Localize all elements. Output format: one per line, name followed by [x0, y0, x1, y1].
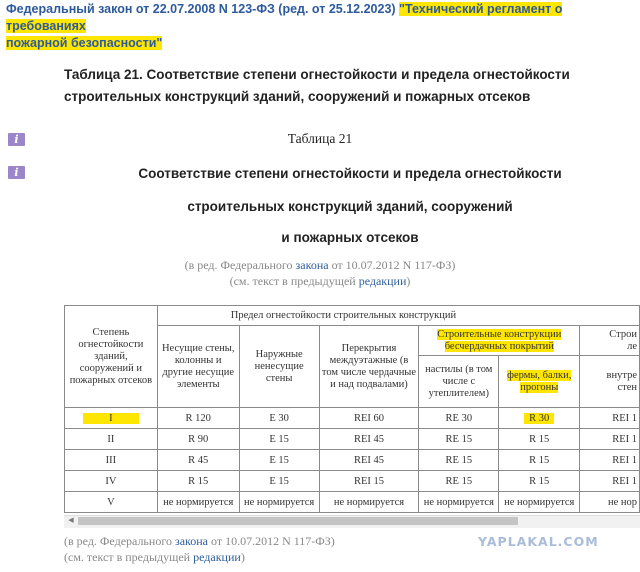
scroll-left-arrow-icon[interactable]: ◀ [68, 517, 74, 524]
table-cell: не нормируется [239, 492, 319, 513]
table-cell: RE 15 [419, 429, 499, 450]
table-cell: REI 45 [319, 450, 419, 471]
info-icon[interactable]: i [8, 166, 25, 179]
law-link[interactable]: закона [174, 534, 208, 548]
header-fire-resistance-degree: Степень огнестойкости зданий, сооружений и пожарных отсеков [65, 306, 158, 408]
table-cell: R 30 [499, 408, 580, 429]
table-cell: E 15 [239, 450, 319, 471]
table-cell: R 15 [157, 471, 239, 492]
doc-title-line3: и пожарных отсеков [281, 230, 419, 245]
table-cell: R 45 [157, 450, 239, 471]
doc-title-line2: строительных конструкций зданий, сооружений [187, 199, 513, 214]
header-floors: Перекрытия междуэтажные (в том числе чердачные и над подвалами) [319, 326, 419, 408]
header-col6-top: Строи ле [580, 326, 640, 356]
table-row [65, 450, 640, 471]
table-cell: не нормируется [419, 492, 499, 513]
info-icon[interactable]: i [8, 133, 25, 146]
law-title-highlighted-2: пожарной безопасности" [6, 36, 163, 50]
header-decking: настилы (в том числе с утеплителем) [419, 356, 499, 408]
table-cell: RE 15 [419, 471, 499, 492]
law-link[interactable]: закона [295, 258, 329, 272]
cell-degree: IV [65, 471, 158, 492]
table-row [65, 429, 640, 450]
table-cell: не нор [580, 492, 640, 513]
table-row [65, 408, 640, 429]
table-cell: REI 1 [580, 408, 640, 429]
revision-link[interactable]: редакции [193, 550, 241, 564]
table-cell: E 15 [239, 471, 319, 492]
section-heading-line2: строительных конструкций зданий, сооружений и пожарных отсеков [64, 89, 531, 104]
table-row [65, 471, 640, 492]
table-cell: REI 1 [580, 450, 640, 471]
section-heading-line1: Таблица 21. Соответствие степени огнестойкости и предела огнестойкости [64, 67, 570, 82]
table-cell: REI 1 [580, 429, 640, 450]
cell-degree: V [65, 492, 158, 513]
table-cell: E 15 [239, 429, 319, 450]
header-trusses: фермы, балки, прогоны [499, 356, 580, 408]
law-title-highlighted: "Технический регламент о требованиях [6, 2, 563, 33]
table-cell: RE 30 [419, 408, 499, 429]
table-cell: REI 60 [319, 408, 419, 429]
header-external-walls: Наружные ненесущие стены [239, 326, 319, 408]
table-cell: R 15 [499, 429, 580, 450]
table-cell: R 15 [499, 450, 580, 471]
header-roof-structures: Строительные конструкции бесчердачных покрытий [419, 326, 580, 356]
law-title [6, 1, 566, 52]
header-bearing-walls: Несущие стены, колонны и другие несущие элементы [157, 326, 239, 408]
table-cell: R 120 [157, 408, 239, 429]
scrollbar-thumb[interactable] [78, 517, 518, 525]
cell-degree: II [65, 429, 158, 450]
watermark: YAPLAKAL.COM [478, 534, 599, 549]
law-title-prefix: Федеральный закон от 22.07.2008 N 123-ФЗ (ред. от 25.12.2023) [6, 2, 400, 16]
table-cell: не нормируется [499, 492, 580, 513]
doc-title-line1: Соответствие степени огнестойкости и предела огнестойкости [138, 166, 562, 181]
edit-note: (в ред. Федерального закона от 10.07.2012 N 117-ФЗ) (см. текст в предыдущей редакции) [184, 258, 456, 288]
table-cell: R 15 [499, 471, 580, 492]
table-cell: REI 15 [319, 471, 419, 492]
revision-link[interactable]: редакции [358, 274, 407, 288]
table-cell: не нормируется [319, 492, 419, 513]
header-limit-group: Предел огнестойкости строительных конструкций [157, 306, 639, 326]
table-cell: REI 45 [319, 429, 419, 450]
table-cell: RE 15 [419, 450, 499, 471]
table-cell: REI 1 [580, 471, 640, 492]
section-heading [64, 64, 624, 108]
table-cell: E 30 [239, 408, 319, 429]
fire-resistance-table [64, 305, 640, 513]
table-cell: не нормируется [157, 492, 239, 513]
cell-degree: III [65, 450, 158, 471]
edit-note-bottom: (в ред. Федерального закона от 10.07.2012 N 117-ФЗ) (см. текст в предыдущей редакции) [64, 534, 335, 564]
header-inner-walls: внутре стен [580, 356, 640, 408]
cell-degree: I [65, 408, 158, 429]
table-row [65, 492, 640, 513]
table-cell: R 90 [157, 429, 239, 450]
table-label: Таблица 21 [287, 131, 353, 146]
